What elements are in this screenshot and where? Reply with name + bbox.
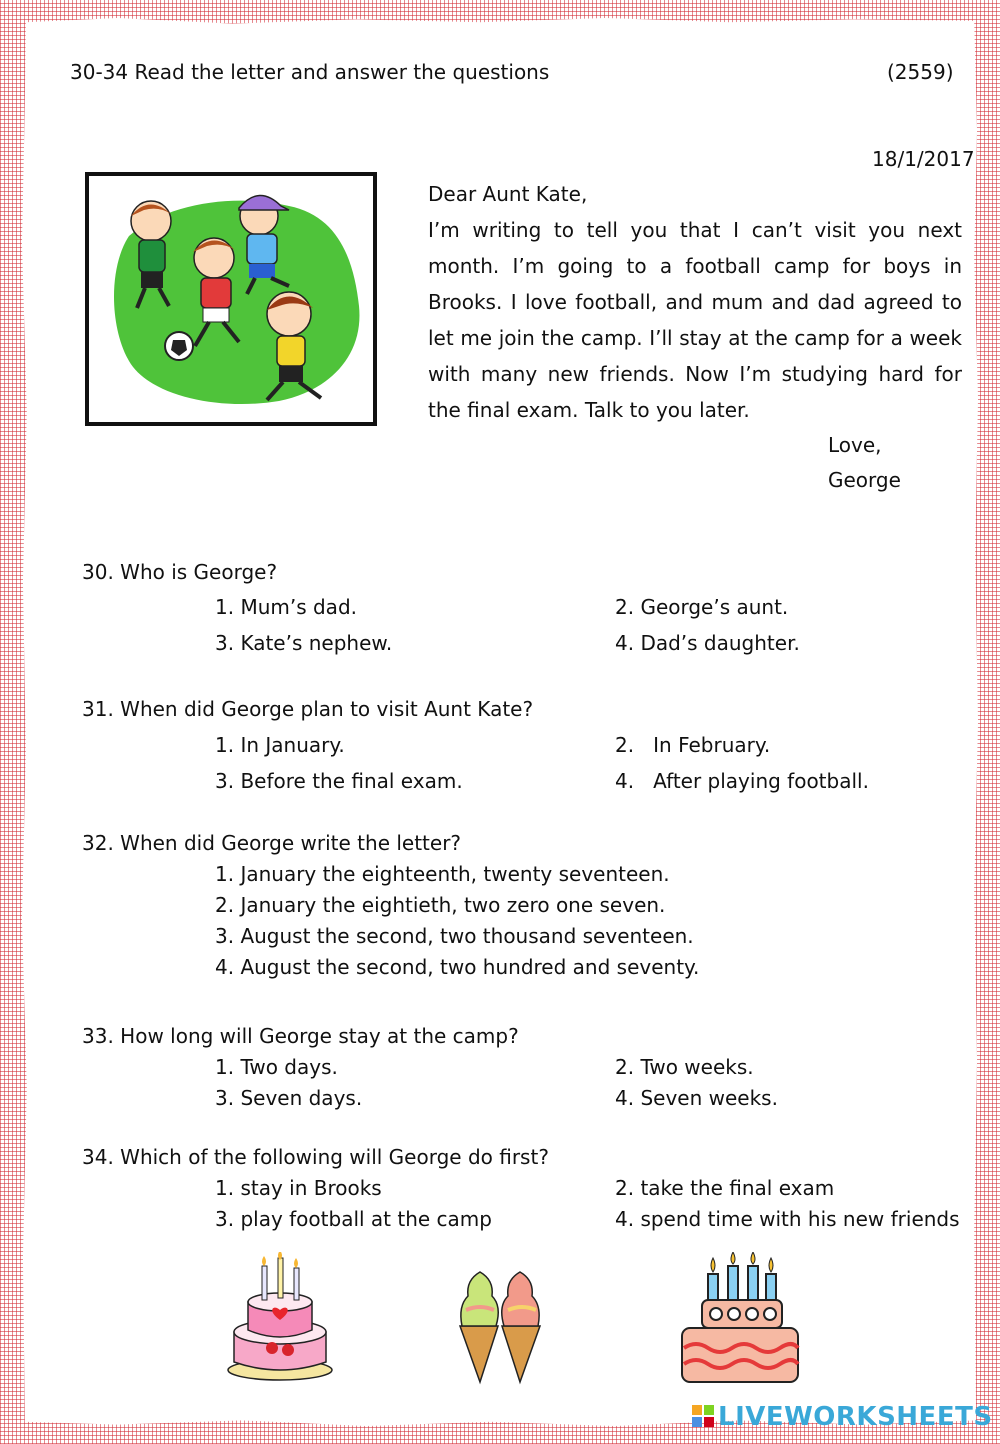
q30-option-4[interactable]: 4. Dad’s daughter. [615, 631, 800, 655]
layer-cake-icon [672, 1252, 804, 1392]
q34-option-3[interactable]: 3. play football at the camp [215, 1207, 492, 1231]
letter-signature: George [828, 468, 901, 492]
q31-option-2[interactable]: 2. In February. [615, 733, 771, 757]
question-34: 34. Which of the following will George do first? [82, 1145, 549, 1169]
question-32: 32. When did George write the letter? [82, 831, 462, 855]
brand-watermark [692, 1400, 993, 1434]
q33-option-3[interactable]: 3. Seven days. [215, 1086, 363, 1110]
brand-logo-icon [692, 1405, 714, 1429]
letter-body: I’m writing to tell you that I can’t visit you next month. I’m going to a football camp for boys in Brooks. I love football, and mum and dad agreed to let me join the camp. I’ll stay at the camp for a week with many new friends. Now I’m studying hard for the final exam. Talk to you later. [428, 218, 962, 422]
q33-option-2[interactable]: 2. Two weeks. [615, 1055, 754, 1079]
q31-option-3[interactable]: 3. Before the final exam. [215, 769, 463, 793]
q34-option-4[interactable]: 4. spend time with his new friends [615, 1207, 960, 1231]
q30-option-1[interactable]: 1. Mum’s dad. [215, 595, 357, 619]
q32-option-1[interactable]: 1. January the eighteenth, twenty seventeen. [215, 862, 670, 886]
q31-option-4[interactable]: 4. After playing football. [615, 769, 869, 793]
football-kids-illustration [85, 172, 377, 426]
football-kids-icon [89, 176, 373, 422]
q32-option-2[interactable]: 2. January the eightieth, two zero one seven. [215, 893, 666, 917]
q34-option-1[interactable]: 1. stay in Brooks [215, 1176, 382, 1200]
letter-closing: Love, [828, 433, 882, 457]
letter-salutation: Dear Aunt Kate, [428, 182, 588, 206]
q30-option-3[interactable]: 3. Kate’s nephew. [215, 631, 393, 655]
letter-date: 18/1/2017 [872, 147, 975, 171]
brand-name: LIVEWORKSHEETS [718, 1402, 993, 1432]
instruction-heading: 30-34 Read the letter and answer the questions [70, 60, 550, 84]
q32-option-3[interactable]: 3. August the second, two thousand seventeen. [215, 924, 694, 948]
ice-cream-cones-icon [452, 1266, 548, 1386]
question-31: 31. When did George plan to visit Aunt Kate? [82, 697, 534, 721]
q32-option-4[interactable]: 4. August the second, two hundred and seventy. [215, 955, 700, 979]
q31-option-1[interactable]: 1. In January. [215, 733, 345, 757]
q34-option-2[interactable]: 2. take the final exam [615, 1176, 835, 1200]
q33-option-4[interactable]: 4. Seven weeks. [615, 1086, 778, 1110]
q30-option-2[interactable]: 2. George’s aunt. [615, 595, 789, 619]
question-30: 30. Who is George? [82, 560, 278, 584]
question-33: 33. How long will George stay at the camp? [82, 1024, 519, 1048]
q33-option-1[interactable]: 1. Two days. [215, 1055, 338, 1079]
year-label: (2559) [887, 60, 954, 84]
birthday-cake-icon [222, 1252, 338, 1384]
